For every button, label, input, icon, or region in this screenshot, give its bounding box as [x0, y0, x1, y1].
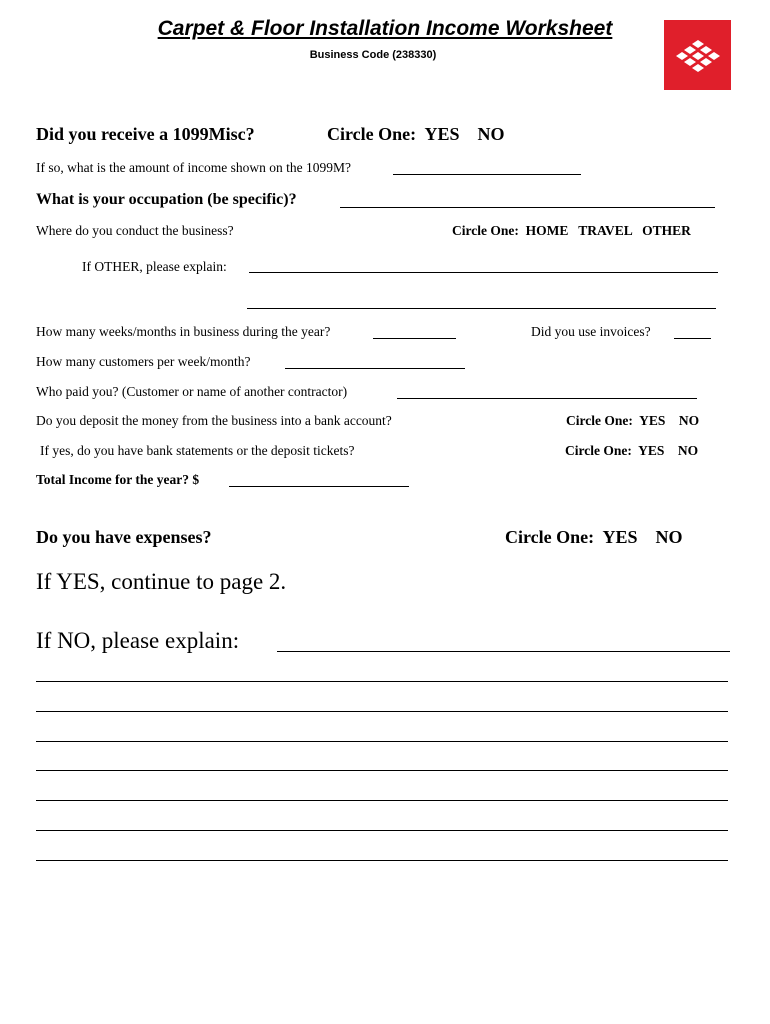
invoices-question: Did you use invoices? [531, 324, 651, 339]
explain-line-5[interactable] [36, 800, 728, 801]
other-explain-field[interactable] [249, 272, 718, 273]
deposit-question: Do you deposit the money from the business into a bank account? [36, 413, 392, 428]
total-income-label: Total Income for the year? $ [36, 472, 200, 487]
statements-circle-one: Circle One: YES NO [565, 443, 699, 458]
location-question: Where do you conduct the business? [36, 223, 234, 238]
weeks-question: How many weeks/months in business during the year? [36, 324, 331, 339]
location-circle-one: Circle One: HOME TRAVEL OTHER [452, 223, 691, 238]
if-no-field[interactable] [277, 651, 730, 652]
1099-circle-one: Circle One: YES NO [327, 124, 505, 144]
1099-amount-field[interactable] [393, 174, 581, 175]
explain-line-6[interactable] [36, 830, 728, 831]
occupation-field[interactable] [340, 207, 715, 208]
total-income-field[interactable] [229, 486, 409, 487]
tile-logo-icon [664, 20, 731, 90]
invoices-field[interactable] [674, 338, 711, 339]
expenses-question: Do you have expenses? [36, 527, 212, 547]
who-paid-field[interactable] [397, 398, 697, 399]
explain-line-3[interactable] [36, 741, 728, 742]
business-code: Business Code (238330) [309, 49, 437, 61]
1099-question: Did you receive a 1099Misc? [36, 124, 255, 144]
other-explain-label: If OTHER, please explain: [82, 259, 227, 274]
explain-line-1[interactable] [36, 681, 728, 682]
if-no-label: If NO, please explain: [36, 628, 240, 653]
other-explain-field-2[interactable] [247, 308, 716, 309]
explain-line-4[interactable] [36, 770, 728, 771]
company-logo [664, 20, 731, 90]
customers-field[interactable] [285, 368, 465, 369]
explain-line-7[interactable] [36, 860, 728, 861]
weeks-field[interactable] [373, 338, 456, 339]
occupation-question: What is your occupation (be specific)? [36, 191, 297, 208]
if-yes-text: If YES, continue to page 2. [36, 569, 287, 594]
customers-question: How many customers per week/month? [36, 354, 251, 369]
1099-amount-label: If so, what is the amount of income shown on the 1099M? [36, 160, 351, 175]
deposit-circle-one: Circle One: YES NO [566, 413, 700, 428]
expenses-circle-one: Circle One: YES NO [505, 527, 683, 547]
statements-question: If yes, do you have bank statements or the deposit tickets? [40, 443, 355, 458]
page-title: Carpet & Floor Installation Income Worksheet [157, 17, 613, 40]
explain-line-2[interactable] [36, 711, 728, 712]
who-paid-question: Who paid you? (Customer or name of another contractor) [36, 384, 348, 399]
